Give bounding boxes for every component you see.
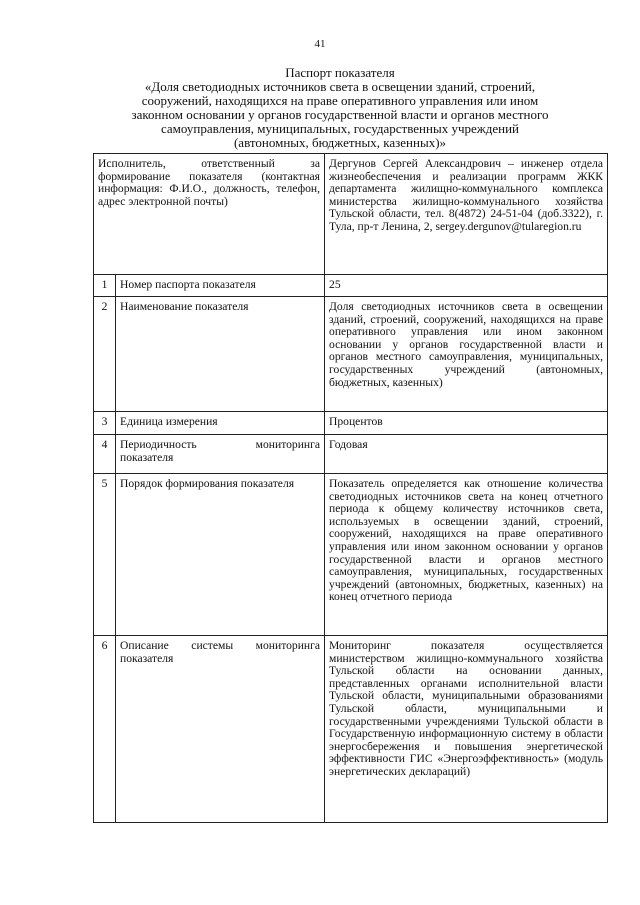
document-title: [80, 66, 600, 150]
table-row: [94, 435, 608, 474]
row-number: 2: [94, 297, 116, 412]
row-number: 5: [94, 474, 116, 636]
table-row: [94, 297, 608, 412]
row-number: 6: [94, 636, 116, 823]
indicator-passport-table: [93, 153, 608, 823]
executor-label: Исполнитель, ответственный за формирование показателя (контактная информация: Ф.И.О., должность, телефон, адрес электронной почты): [94, 154, 325, 275]
row-value: Доля светодиодных источников света в освещении зданий, строений, сооружений, находящихся на праве оперативного управления или ином законном основании у органов государственной власти и органов местного самоуправления, муниципальных, государственных учреждений (автономных, бюджетных, казенных): [325, 297, 608, 412]
title-line: (автономных, бюджетных, казенных)»: [233, 135, 447, 150]
table-row: [94, 636, 608, 823]
row-label: Единица измерения: [116, 412, 325, 435]
row-label: Номер паспорта показателя: [116, 275, 325, 297]
row-value: Процентов: [325, 412, 608, 435]
executor-value: Дергунов Сергей Александрович – инженер отдела жизнеобеспечения и реализации программ ЖКК департамента жилищно-коммунального комплекса министерства жилищно-коммунального хозяйства Тульской области, тел. 8(4872) 24-51-04 (доб.3322), г. Тула, пр-т Ленина, 2, sergey.dergunov@tularegion.ru: [325, 154, 608, 275]
title-line: законном основании у органов государственной власти и органов местного: [131, 107, 549, 122]
row-number: 4: [94, 435, 116, 474]
title-line: Паспорт показателя: [285, 65, 395, 80]
row-number: 3: [94, 412, 116, 435]
executor-row: [94, 154, 608, 275]
table-row: [94, 474, 608, 636]
title-line: сооружений, находящихся на праве оперативного управления или ином: [141, 93, 539, 108]
row-value: 25: [325, 275, 608, 297]
row-label: Наименование показателя: [116, 297, 325, 412]
page-number: 41: [314, 38, 326, 50]
table-row: [94, 275, 608, 297]
row-label: Периодичность мониторинга показателя: [116, 435, 325, 474]
row-label: Порядок формирования показателя: [116, 474, 325, 636]
row-value: Показатель определяется как отношение количества светодиодных источников света на конец отчетного периода к общему количеству источников света, используемых в освещении зданий, строений, сооружений, находящихся на праве оперативного управления или ином законном основании у органов государственной власти и органов местного самоуправления, муниципальных, государственных учреждений (автономных, бюджетных, казенных) на конец отчетного периода: [325, 474, 608, 636]
row-number: 1: [94, 275, 116, 297]
title-line: «Доля светодиодных источников света в освещении зданий, строений,: [144, 79, 536, 94]
row-value: Годовая: [325, 435, 608, 474]
table-row: [94, 412, 608, 435]
row-value: Мониторинг показателя осуществляется министерством жилищно-коммунального хозяйства Тульской области на основании данных, представленных органами исполнительной власти Тульской области, муниципальными образованиями Тульской области, муниципальными и государственными учреждениями Тульской области в Государственную информационную систему в области энергосбережения и повышения энергетической эффективности ГИС «Энергоэффективность» (модуль энергетических деклараций): [325, 636, 608, 823]
title-line: самоуправления, муниципальных, государственных учреждений: [160, 121, 519, 136]
row-label: Описание системы мониторинга показателя: [116, 636, 325, 823]
